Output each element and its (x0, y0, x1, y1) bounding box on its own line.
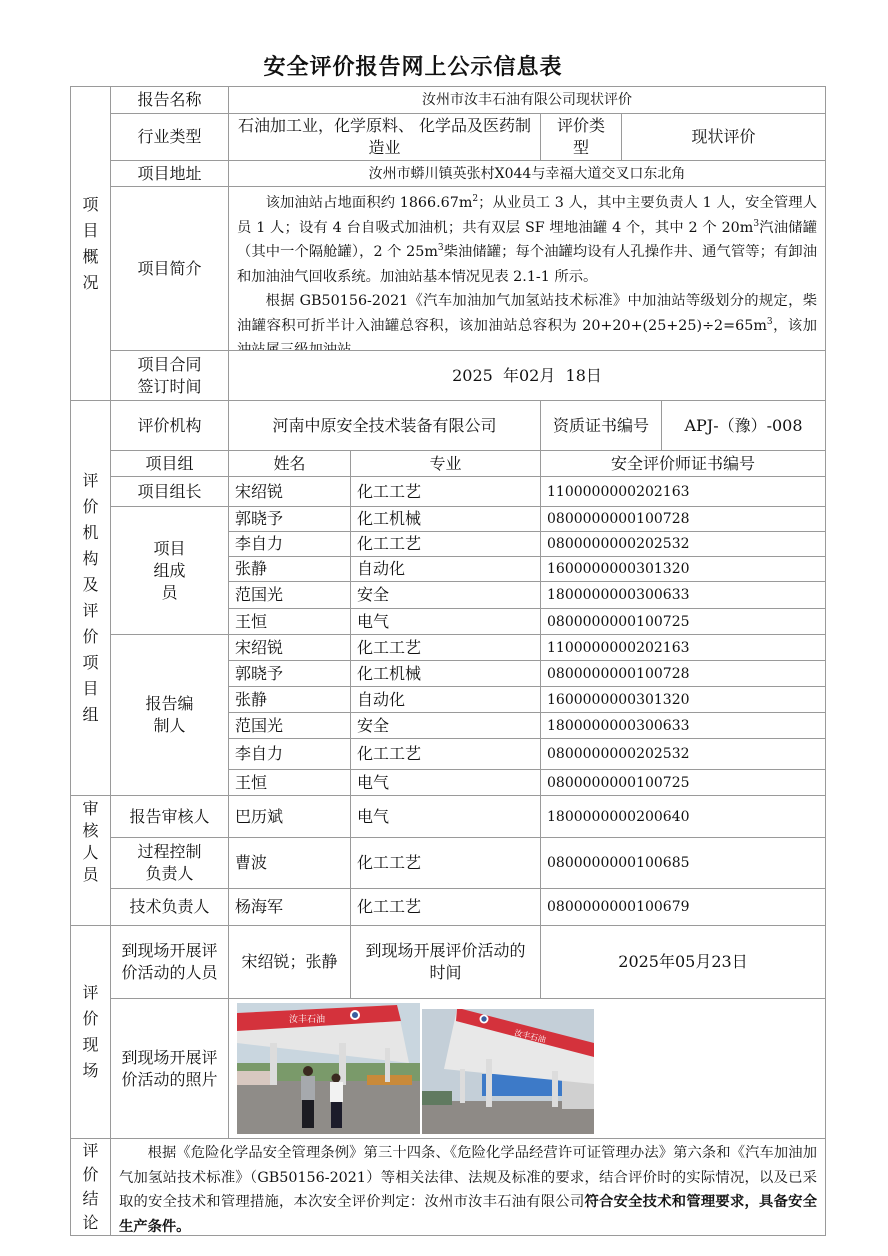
person-major: 化工机械 (350, 660, 541, 687)
person-major: 自动化 (350, 686, 541, 713)
report-name-label: 报告名称 (110, 86, 229, 114)
leader-name: 宋绍锐 (228, 476, 351, 507)
review-role: 技术负责人 (110, 888, 229, 926)
section-org-label: 评价机构及评价项目组 (70, 400, 111, 796)
person-major: 化工工艺 (350, 738, 541, 770)
person-major: 安全 (350, 581, 541, 609)
header-name: 姓名 (228, 450, 351, 477)
site-time-label: 到现场开展评价活动的时间 (350, 925, 541, 999)
person-cert: 0800000000100725 (540, 769, 826, 796)
industry-label: 行业类型 (110, 113, 229, 161)
review-role: 报告审核人 (110, 795, 229, 838)
address-label: 项目地址 (110, 160, 229, 187)
site-staff-value: 宋绍锐；张静 (228, 925, 351, 999)
industry-value: 石油加工业，化学原料、 化学品及医药制造业 (228, 113, 541, 161)
person-name: 郭晓予 (228, 660, 351, 687)
header-cert: 安全评价师证书编号 (540, 450, 826, 477)
person-name: 王恒 (228, 769, 351, 796)
person-name: 李自力 (228, 738, 351, 770)
intro-label: 项目简介 (110, 186, 229, 351)
person-cert: 0800000000202532 (540, 531, 826, 557)
site-photo-1 (237, 1003, 420, 1134)
person-name: 张静 (228, 556, 351, 582)
person-name: 范国光 (228, 581, 351, 609)
header-group: 项目组 (110, 450, 229, 477)
eval-type-value: 现状评价 (621, 113, 826, 161)
person-cert: 0800000000202532 (540, 738, 826, 770)
person-major: 化工工艺 (350, 634, 541, 661)
review-cert: 0800000000100685 (540, 837, 826, 889)
person-cert: 1600000000301320 (540, 556, 826, 582)
contract-date: 2025 年02月 18日 (228, 350, 826, 401)
report-name-value: 汝州市汝丰石油有限公司现状评价 (228, 86, 826, 114)
agency-label: 评价机构 (110, 400, 229, 451)
review-role: 过程控制负责人 (110, 837, 229, 889)
section-conclusion-label: 评价结论 (70, 1138, 111, 1236)
person-cert: 0800000000100725 (540, 608, 826, 635)
review-major: 化工工艺 (350, 837, 541, 889)
cert-value: APJ-（豫）-008 (661, 400, 826, 451)
address-value: 汝州市蟒川镇英张村X044与幸福大道交叉口东北角 (228, 160, 826, 187)
canopy-sign-text-2: 汝丰石油 (513, 1028, 547, 1045)
person-name: 郭晓予 (228, 506, 351, 532)
person-name: 范国光 (228, 712, 351, 739)
page-title: 安全评价报告网上公示信息表 (263, 55, 563, 80)
person-major: 化工机械 (350, 506, 541, 532)
site-time-value: 2025年05月23日 (540, 925, 826, 999)
contract-label: 项目合同签订时间 (110, 350, 229, 401)
leader-cert: 1100000000202163 (540, 476, 826, 507)
photo-1-scene (237, 1003, 420, 1134)
section-site-label: 评价现场 (70, 925, 111, 1139)
photo-2-scene (422, 1009, 594, 1134)
eval-type-label: 评价类型 (540, 113, 622, 161)
cert-label: 资质证书编号 (540, 400, 662, 451)
person-major: 电气 (350, 608, 541, 635)
site-photo-2 (422, 1009, 594, 1134)
person-name: 张静 (228, 686, 351, 713)
site-staff-label: 到现场开展评价活动的人员 (110, 925, 229, 999)
review-name: 杨海军 (228, 888, 351, 926)
review-major: 化工工艺 (350, 888, 541, 926)
site-photos-label: 到现场开展评价活动的照片 (110, 998, 229, 1139)
section-overview-label: 项目概况 (70, 86, 111, 401)
person-major: 电气 (350, 769, 541, 796)
review-cert: 1800000000200640 (540, 795, 826, 838)
section-review-label: 审核人员 (70, 795, 111, 926)
person-cert: 1100000000202163 (540, 634, 826, 661)
authors-label: 报告编制人 (110, 634, 229, 796)
leader-major: 化工工艺 (350, 476, 541, 507)
person-name: 王恒 (228, 608, 351, 635)
leader-label: 项目组长 (110, 476, 229, 507)
person-cert: 0800000000100728 (540, 506, 826, 532)
header-major: 专业 (350, 450, 541, 477)
review-name: 曹波 (228, 837, 351, 889)
intro-text: 该加油站占地面积约 $1866.67m^2$；从业员工 3 人，其中主要负责人 1 人，安全管理人员 1 人；设有 4 台自吸式加油机；共有双层 SF 埋地油罐 4 个，其中 2 个 $20m^3$汽油储罐（其中一个隔舱罐），2 个 $25m^3$柴油储罐；每个油罐均设有人孔操作井、通气管等；有卸油和加油油气回收系统。加油站基本情况见表 2.1-1 所示。 根据 GB50156-2021《汽车加油加气加氢站技术标准》中加油站等级划分的规定，柴油罐容积可折半计入油罐总容积，该加油站总容积为 $20+20+(25+25)\div 2=65m^3$，该加 (228, 186, 826, 351)
conclusion-text: 根据《危险化学品安全管理条例》第三十四条、《危险化学品经营许可证管理办法》第六条和《汽车加油加气加氢站技术标准》（GB50156-2021）等相关法律、法规及标准的要求，结合评价时的实际情况，以及已采取的安全技术和管理措施，本次安全评价判定：汝州市汝丰石油有限公司符合安全技术和管理要求，具备安全生产条件。 (110, 1138, 826, 1236)
agency-value: 河南中原安全技术装备有限公司 (228, 400, 541, 451)
person-name: 宋绍锐 (228, 634, 351, 661)
person-major: 安全 (350, 712, 541, 739)
person-cert: 1600000000301320 (540, 686, 826, 713)
conclusion-verdict: 符合安全技术和管理要求，具备安全生产条件。 (119, 1194, 817, 1235)
review-major: 电气 (350, 795, 541, 838)
canopy-sign-text-1: 汝丰石油 (289, 1015, 326, 1025)
person-name: 李自力 (228, 531, 351, 557)
review-cert: 0800000000100679 (540, 888, 826, 926)
person-cert: 1800000000300633 (540, 712, 826, 739)
person-cert: 1800000000300633 (540, 581, 826, 609)
person-major: 自动化 (350, 556, 541, 582)
person-major: 化工工艺 (350, 531, 541, 557)
person-cert: 0800000000100728 (540, 660, 826, 687)
review-name: 巴历斌 (228, 795, 351, 838)
members-label: 项目组成员 (110, 506, 229, 635)
